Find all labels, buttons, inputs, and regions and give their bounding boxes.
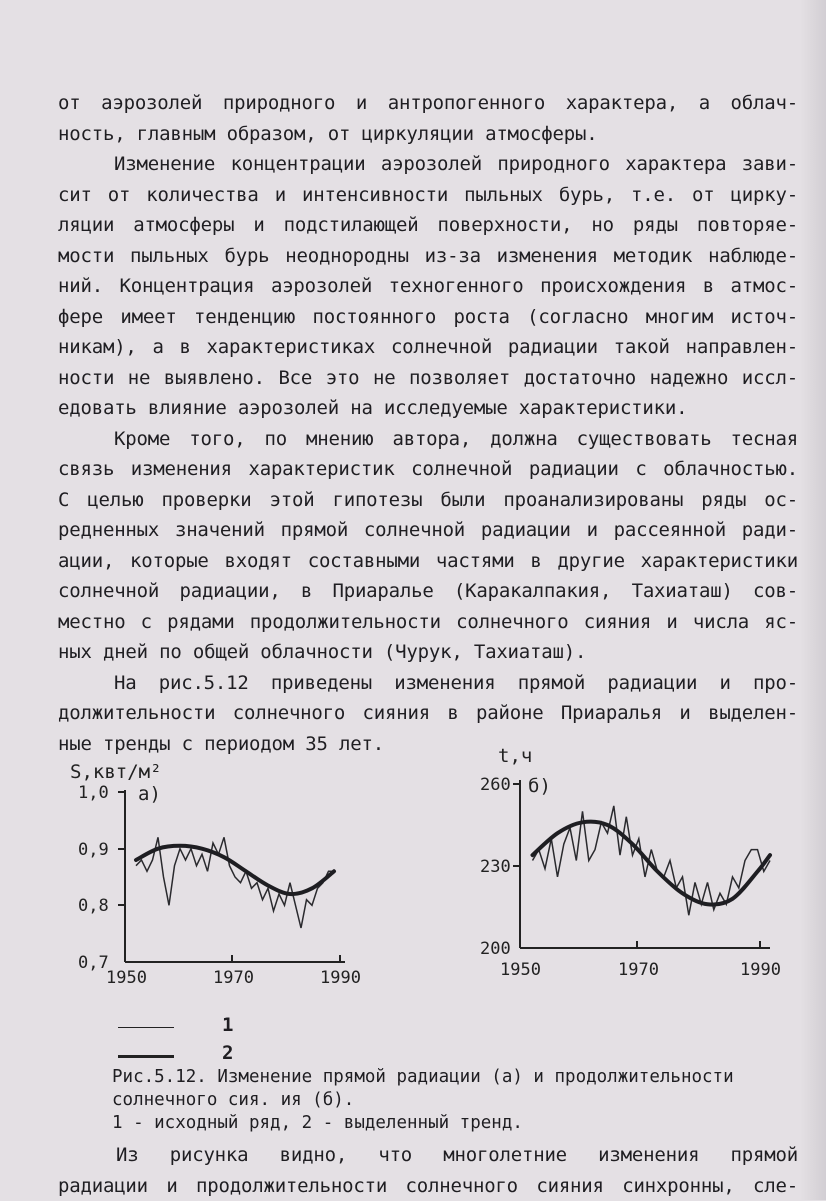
series-line-trend — [533, 822, 771, 905]
body-text-top — [58, 88, 798, 759]
y-tick-label: 1,0 — [78, 783, 109, 803]
panel-a-series — [136, 837, 334, 928]
text-line: Кроме того, по мнению автора, должна существовать тесная — [58, 424, 798, 455]
text-line: ные тренды с периодом 35 лет. — [58, 729, 798, 760]
legend-line-thin — [118, 1027, 174, 1028]
text-line: солнечной радиации, в Приаралье (Каракалпакия, Тахиаташ) сов- — [58, 576, 798, 607]
y-tick-label: 0,9 — [78, 840, 109, 860]
text-line: радиации и продолжительности солнечного сияния синхронны, сле- — [58, 1171, 798, 1201]
text-line: Из рисунка видно, что многолетние изменения прямой — [58, 1140, 798, 1171]
panel-a-ylabel: S,квт/м² — [70, 761, 162, 783]
text-line: На рис.5.12 приведены изменения прямой радиации и про- — [58, 668, 798, 699]
page-edge-shadow — [800, 0, 826, 1200]
legend-line-thick — [118, 1055, 174, 1058]
text-line: ных дней по общей облачности (Чурук, Тахиаташ). — [58, 637, 798, 668]
text-line: местно с рядами продолжительности солнечного сияния и числа яс- — [58, 607, 798, 638]
y-tick-label: 260 — [480, 775, 511, 795]
panel-b-series — [533, 806, 771, 915]
x-tick-label: 1970 — [213, 968, 254, 988]
x-tick-label: 1950 — [500, 960, 541, 980]
x-tick-label: 1990 — [320, 968, 361, 988]
text-line: ации, которые входят составными частями в другие характеристики — [58, 546, 798, 577]
text-line: Изменение концентрации аэрозолей природного характера зави- — [58, 149, 798, 180]
y-tick-label: 0,7 — [78, 953, 109, 973]
text-line: сит от количества и интенсивности пыльных бурь, т.е. от цирку- — [58, 180, 798, 211]
y-tick-label: 230 — [480, 857, 511, 877]
legend-number: 1 — [222, 1014, 233, 1036]
text-line: С целью проверки этой гипотезы были проанализированы ряды ос- — [58, 485, 798, 516]
panel-a-label: а) — [138, 783, 161, 805]
x-tick-label: 1990 — [740, 960, 781, 980]
text-line: должительности солнечного сияния в районе Приаралья и выделен- — [58, 698, 798, 729]
text-line: никам), а в характеристиках солнечной радиации такой направлен- — [58, 332, 798, 363]
series-line-raw — [136, 837, 334, 928]
text-line: ляции атмосферы и подстилающей поверхности, но ряды повторяе- — [58, 210, 798, 241]
series-line-raw — [533, 806, 771, 915]
text-line: связь изменения характеристик солнечной радиации с облачностью. — [58, 454, 798, 485]
text-line: ности не выявлено. Все это не позволяет достаточно надежно иссл- — [58, 363, 798, 394]
text-line: ность, главным образом, от циркуляции атмосферы. — [58, 119, 798, 150]
text-line: едовать влияние аэрозолей на исследуемые характеристики. — [58, 393, 798, 424]
panel-b-label: б) — [528, 775, 551, 797]
panel-a — [70, 761, 361, 988]
y-tick-label: 200 — [480, 939, 511, 959]
text-line: от аэрозолей природного и антропогенного характера, а облач- — [58, 88, 798, 119]
x-tick-label: 1970 — [618, 960, 659, 980]
text-line: мости пыльных бурь неоднородны из-за изменения методик наблюде- — [58, 241, 798, 272]
series-line-trend — [136, 846, 334, 894]
panel-b — [480, 745, 781, 980]
text-line: редненных значений прямой солнечной радиации и рассеянной ради- — [58, 515, 798, 546]
legend-number: 2 — [222, 1042, 233, 1064]
figure-caption-line-2: солнечного сия. ия (б). — [112, 1089, 354, 1111]
y-tick-label: 0,8 — [78, 896, 109, 916]
panel-b-ylabel: t,ч — [498, 745, 532, 767]
text-line: фере имеет тенденцию постоянного роста (согласно многим источ- — [58, 302, 798, 333]
body-text-bottom — [58, 1140, 798, 1201]
figure-caption-line-1: Рис.5.12. Изменение прямой радиации (а) и продолжительности — [112, 1066, 734, 1088]
x-tick-label: 1950 — [106, 968, 147, 988]
text-line: ний. Концентрация аэрозолей техногенного происхождения в атмос- — [58, 271, 798, 302]
figure-caption-line-3: 1 - исходный ряд, 2 - выделенный тренд. — [112, 1112, 523, 1134]
